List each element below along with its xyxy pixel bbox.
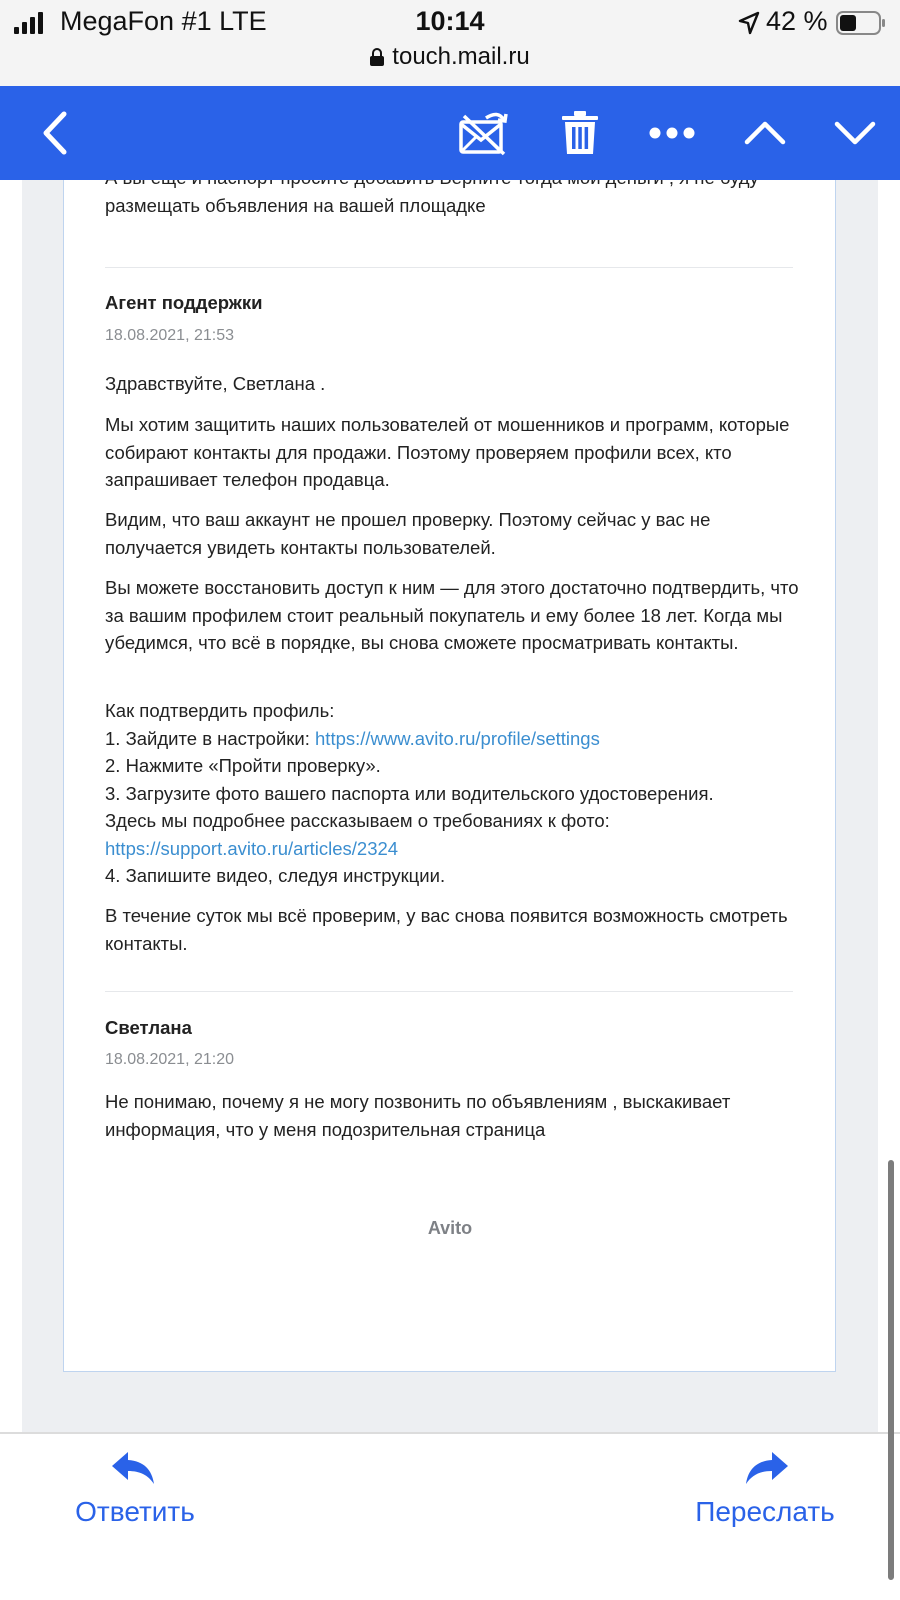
message-greeting: Здравствуйте, Светлана . [105, 373, 326, 394]
status-bar [0, 0, 900, 86]
steps-block [105, 697, 805, 890]
mail-body[interactable] [0, 180, 900, 1432]
reply-label: Ответить [75, 1496, 195, 1527]
step-1 [105, 725, 805, 753]
step-1-text: 1. Зайдите в настройки: [105, 727, 316, 749]
bottom-action-bar [0, 1432, 900, 1600]
message-paragraph: Видим, что ваш аккаунт не прошел проверку. Поэтому сейчас у вас не получается увидеть контакты пользователей. [105, 509, 711, 558]
steps-title: Как подтвердить профиль: [105, 700, 335, 721]
message-author: Светлана [105, 1017, 192, 1038]
step-4: 4. Запишите видео, следуя инструкции. [105, 865, 446, 886]
message-date: 18.08.2021, 21:53 [105, 327, 235, 344]
next-message-button[interactable] [830, 86, 880, 180]
address-bar[interactable] [0, 43, 900, 71]
back-button[interactable] [30, 86, 80, 180]
message-date: 18.08.2021, 21:20 [105, 1051, 235, 1068]
step-2: 2. Нажмите «Пройти проверку». [105, 755, 381, 776]
message-author: Агент поддержки [105, 292, 263, 313]
carrier-label: MegaFon #1 LTE [60, 6, 267, 36]
more-dots-icon [649, 126, 695, 140]
reply-button[interactable] [60, 1434, 210, 1554]
message-closing: В течение суток мы всё проверим, у вас снова появится возможность смотреть контакты. [105, 905, 788, 954]
location-arrow-icon [738, 11, 760, 35]
message-paragraph: Вы можете восстановить доступ к ним — для этого достаточно подтвердить, что за вашим профилем стоит реальный покупатель и ему более 18 лет. Когда мы убедимся, что всё в порядке, вы снова сможете просматривать контакты. [105, 577, 799, 653]
forward-button[interactable] [680, 1434, 850, 1554]
thread-divider [105, 267, 793, 268]
requirements-link[interactable]: https://support.avito.ru/articles/2324 [105, 837, 399, 859]
message-paragraph: Мы хотим защитить наших пользователей от мошенников и программ, которые собирают контакты для продажи. Поэтому проверяем профили всех, кто запрашивает телефон продавца. [105, 414, 790, 490]
chevron-down-icon [833, 120, 877, 146]
step-3: 3. Загрузите фото вашего паспорта или водительского удостоверения. [105, 782, 714, 804]
battery-percent: 42 % [766, 6, 828, 36]
chevron-left-icon [40, 110, 70, 156]
mark-unread-button[interactable] [456, 86, 512, 180]
url-text: touch.mail.ru [392, 43, 530, 70]
previous-message-text: размещать объявления на вашей площадке [105, 194, 486, 216]
forward-label: Переслать [695, 1496, 835, 1527]
lock-icon [370, 48, 384, 66]
battery-icon [836, 11, 886, 35]
message-body: Не понимаю, почему я не могу позвонить по объявлениям , выскакивает информация, что у меня подозрительная страница [105, 1091, 731, 1140]
trash-icon [560, 110, 600, 156]
scrollbar[interactable] [888, 1160, 894, 1580]
clock: 10:14 [415, 6, 485, 36]
settings-link[interactable]: https://www.avito.ru/profile/settings [315, 727, 600, 749]
previous-message-button[interactable] [740, 86, 790, 180]
mark-unread-icon [458, 110, 510, 156]
delete-button[interactable] [556, 86, 604, 180]
forward-arrow-icon [744, 1450, 790, 1486]
reply-arrow-icon [110, 1450, 156, 1486]
sender-footer: Avito [427, 1218, 473, 1238]
more-button[interactable] [646, 86, 698, 180]
chevron-up-icon [743, 120, 787, 146]
mail-toolbar [0, 86, 900, 180]
step-3-note: Здесь мы подробнее рассказываем о требованиях к фото: [105, 810, 610, 831]
thread-divider [105, 991, 793, 992]
